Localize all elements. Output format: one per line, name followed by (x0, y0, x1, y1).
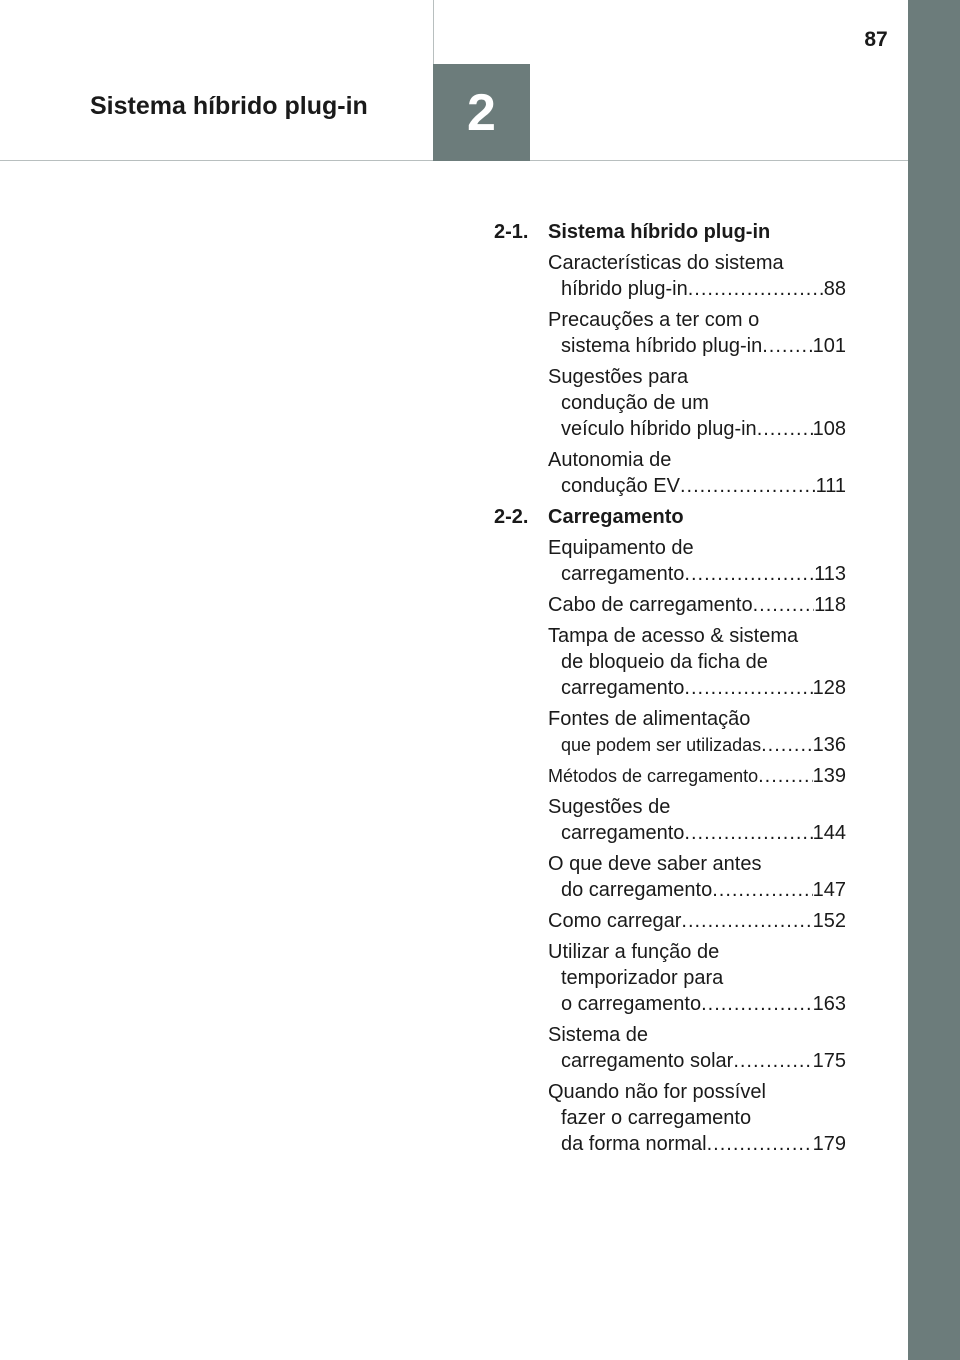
toc-entry-title-line: condução de um (561, 392, 709, 414)
toc-entry-title-line: temporizador para (561, 967, 724, 989)
toc-page-number: 163 (812, 993, 846, 1015)
toc-entry-title-line: carregamento (561, 563, 685, 585)
toc-entry-title-line: Sistema de (548, 1024, 649, 1046)
toc-section-heading (494, 504, 846, 530)
toc-section-number: 2-2. (494, 506, 529, 528)
toc-dot-leader (762, 333, 812, 359)
toc-page-number: 175 (812, 1050, 846, 1072)
toc-page-number: 88 (823, 278, 846, 300)
toc-page-number: 101 (812, 335, 846, 357)
toc-entry-leader-line (548, 763, 846, 789)
toc-entry[interactable] (548, 364, 846, 442)
toc-entry-leader-line (548, 1131, 846, 1157)
toc-entry-title-line: carregamento (561, 822, 685, 844)
toc-entry-leader-line (548, 1048, 846, 1074)
toc-entry[interactable] (548, 794, 846, 846)
toc-entry-title-line: Sugestões de (548, 796, 671, 818)
toc-entry-title-line: Precauções a ter com o (548, 309, 760, 331)
toc-entry-leader-line (548, 877, 846, 903)
toc-entry-leader-line (548, 416, 846, 442)
toc-entry[interactable] (548, 908, 846, 934)
toc-entry-leader-line (548, 820, 846, 846)
toc-entry[interactable] (548, 763, 846, 789)
toc-entry-leader-line (548, 732, 846, 758)
toc-dot-leader (712, 877, 812, 903)
toc-page-number: 111 (815, 475, 846, 497)
toc-entry-title-line: da forma normal (561, 1133, 707, 1155)
toc-page-number: 152 (812, 910, 846, 932)
toc-entry[interactable] (548, 447, 846, 499)
toc-dot-leader (761, 732, 813, 758)
toc-entry-title-line: Características do sistema (548, 252, 784, 274)
toc-entry[interactable] (548, 939, 846, 1017)
toc-entry-leader-line (548, 908, 846, 934)
toc-dot-leader (758, 763, 813, 789)
toc-dot-leader (733, 1048, 812, 1074)
toc-page-number: 128 (812, 677, 846, 699)
toc-entry-title-line: O que deve saber antes (548, 853, 762, 875)
chapter-side-tab (908, 0, 960, 1360)
chapter-title: Sistema híbrido plug-in (90, 92, 368, 120)
toc-entry-title-line: que podem ser utilizadas (561, 735, 762, 755)
toc-entry[interactable] (548, 851, 846, 903)
toc-page-number: 113 (814, 563, 846, 585)
toc-section-number: 2-1. (494, 221, 529, 243)
toc-entry-title-line: veículo híbrido plug-in (561, 418, 757, 440)
toc-entry-title-line: Sugestões para (548, 366, 689, 388)
chapter-number-box: 2 (433, 64, 530, 161)
toc-dot-leader (684, 820, 812, 846)
toc-entry-title-line: condução EV (561, 475, 680, 497)
toc-entry-title-line: de bloqueio da ficha de (561, 651, 768, 673)
toc-page-number: 139 (812, 765, 846, 787)
toc-entry-title-line: Como carregar (548, 910, 682, 932)
toc-dot-leader (688, 276, 824, 302)
toc-entry-title-line: o carregamento (561, 993, 702, 1015)
toc-dot-leader (707, 1131, 813, 1157)
toc-entry[interactable] (548, 307, 846, 359)
toc-entry-title-line: Quando não for possível (548, 1081, 766, 1103)
toc-entry-title-line: Autonomia de (548, 449, 672, 471)
page-number: 87 (864, 28, 888, 51)
toc-dot-leader (681, 908, 812, 934)
toc-entry-title-line: sistema híbrido plug-in (561, 335, 763, 357)
toc-entry-leader-line (548, 991, 846, 1017)
toc-entry-title-line: carregamento (561, 677, 685, 699)
toc-entry-title-line: fazer o carregamento (561, 1107, 752, 1129)
toc-section-title: Carregamento (548, 506, 684, 528)
toc-entry-title-line: híbrido plug-in (561, 278, 688, 300)
toc-entry-title-line: Cabo de carregamento (548, 594, 753, 616)
toc-dot-leader (753, 592, 815, 618)
toc-entry[interactable] (548, 250, 846, 302)
toc-entry-title-line: carregamento solar (561, 1050, 734, 1072)
toc-section-heading (494, 219, 846, 245)
toc-page-number: 118 (814, 594, 846, 616)
header-divider-vertical (433, 0, 434, 64)
toc-dot-leader (701, 991, 813, 1017)
toc-section-title: Sistema híbrido plug-in (548, 221, 771, 243)
toc-page-number: 144 (812, 822, 846, 844)
table-of-contents (494, 219, 846, 1162)
toc-entry-title-line: do carregamento (561, 879, 713, 901)
toc-page-number: 147 (812, 879, 846, 901)
toc-page-number: 179 (812, 1133, 846, 1155)
toc-entry[interactable] (548, 1022, 846, 1074)
toc-entry[interactable] (548, 706, 846, 758)
toc-dot-leader (684, 561, 814, 587)
toc-dot-leader (684, 675, 812, 701)
toc-entry[interactable] (548, 1079, 846, 1157)
toc-entry[interactable] (548, 535, 846, 587)
toc-entry-title-line: Tampa de acesso & sistema (548, 625, 799, 647)
toc-dot-leader (680, 473, 816, 499)
toc-dot-leader (757, 416, 813, 442)
toc-entry-leader-line (548, 473, 846, 499)
toc-entry-leader-line (548, 333, 846, 359)
toc-entry-leader-line (548, 592, 846, 618)
toc-entry-title-line: Equipamento de (548, 537, 694, 559)
toc-page-number: 108 (812, 418, 846, 440)
toc-entry-leader-line (548, 561, 846, 587)
toc-entry-title-line: Métodos de carregamento (548, 766, 759, 786)
toc-entry[interactable] (548, 592, 846, 618)
toc-page-number: 136 (812, 734, 846, 756)
toc-entry[interactable] (548, 623, 846, 701)
toc-entry-title-line: Utilizar a função de (548, 941, 720, 963)
toc-entry-leader-line (548, 675, 846, 701)
toc-entry-leader-line (548, 276, 846, 302)
toc-entry-title-line: Fontes de alimentação (548, 708, 751, 730)
